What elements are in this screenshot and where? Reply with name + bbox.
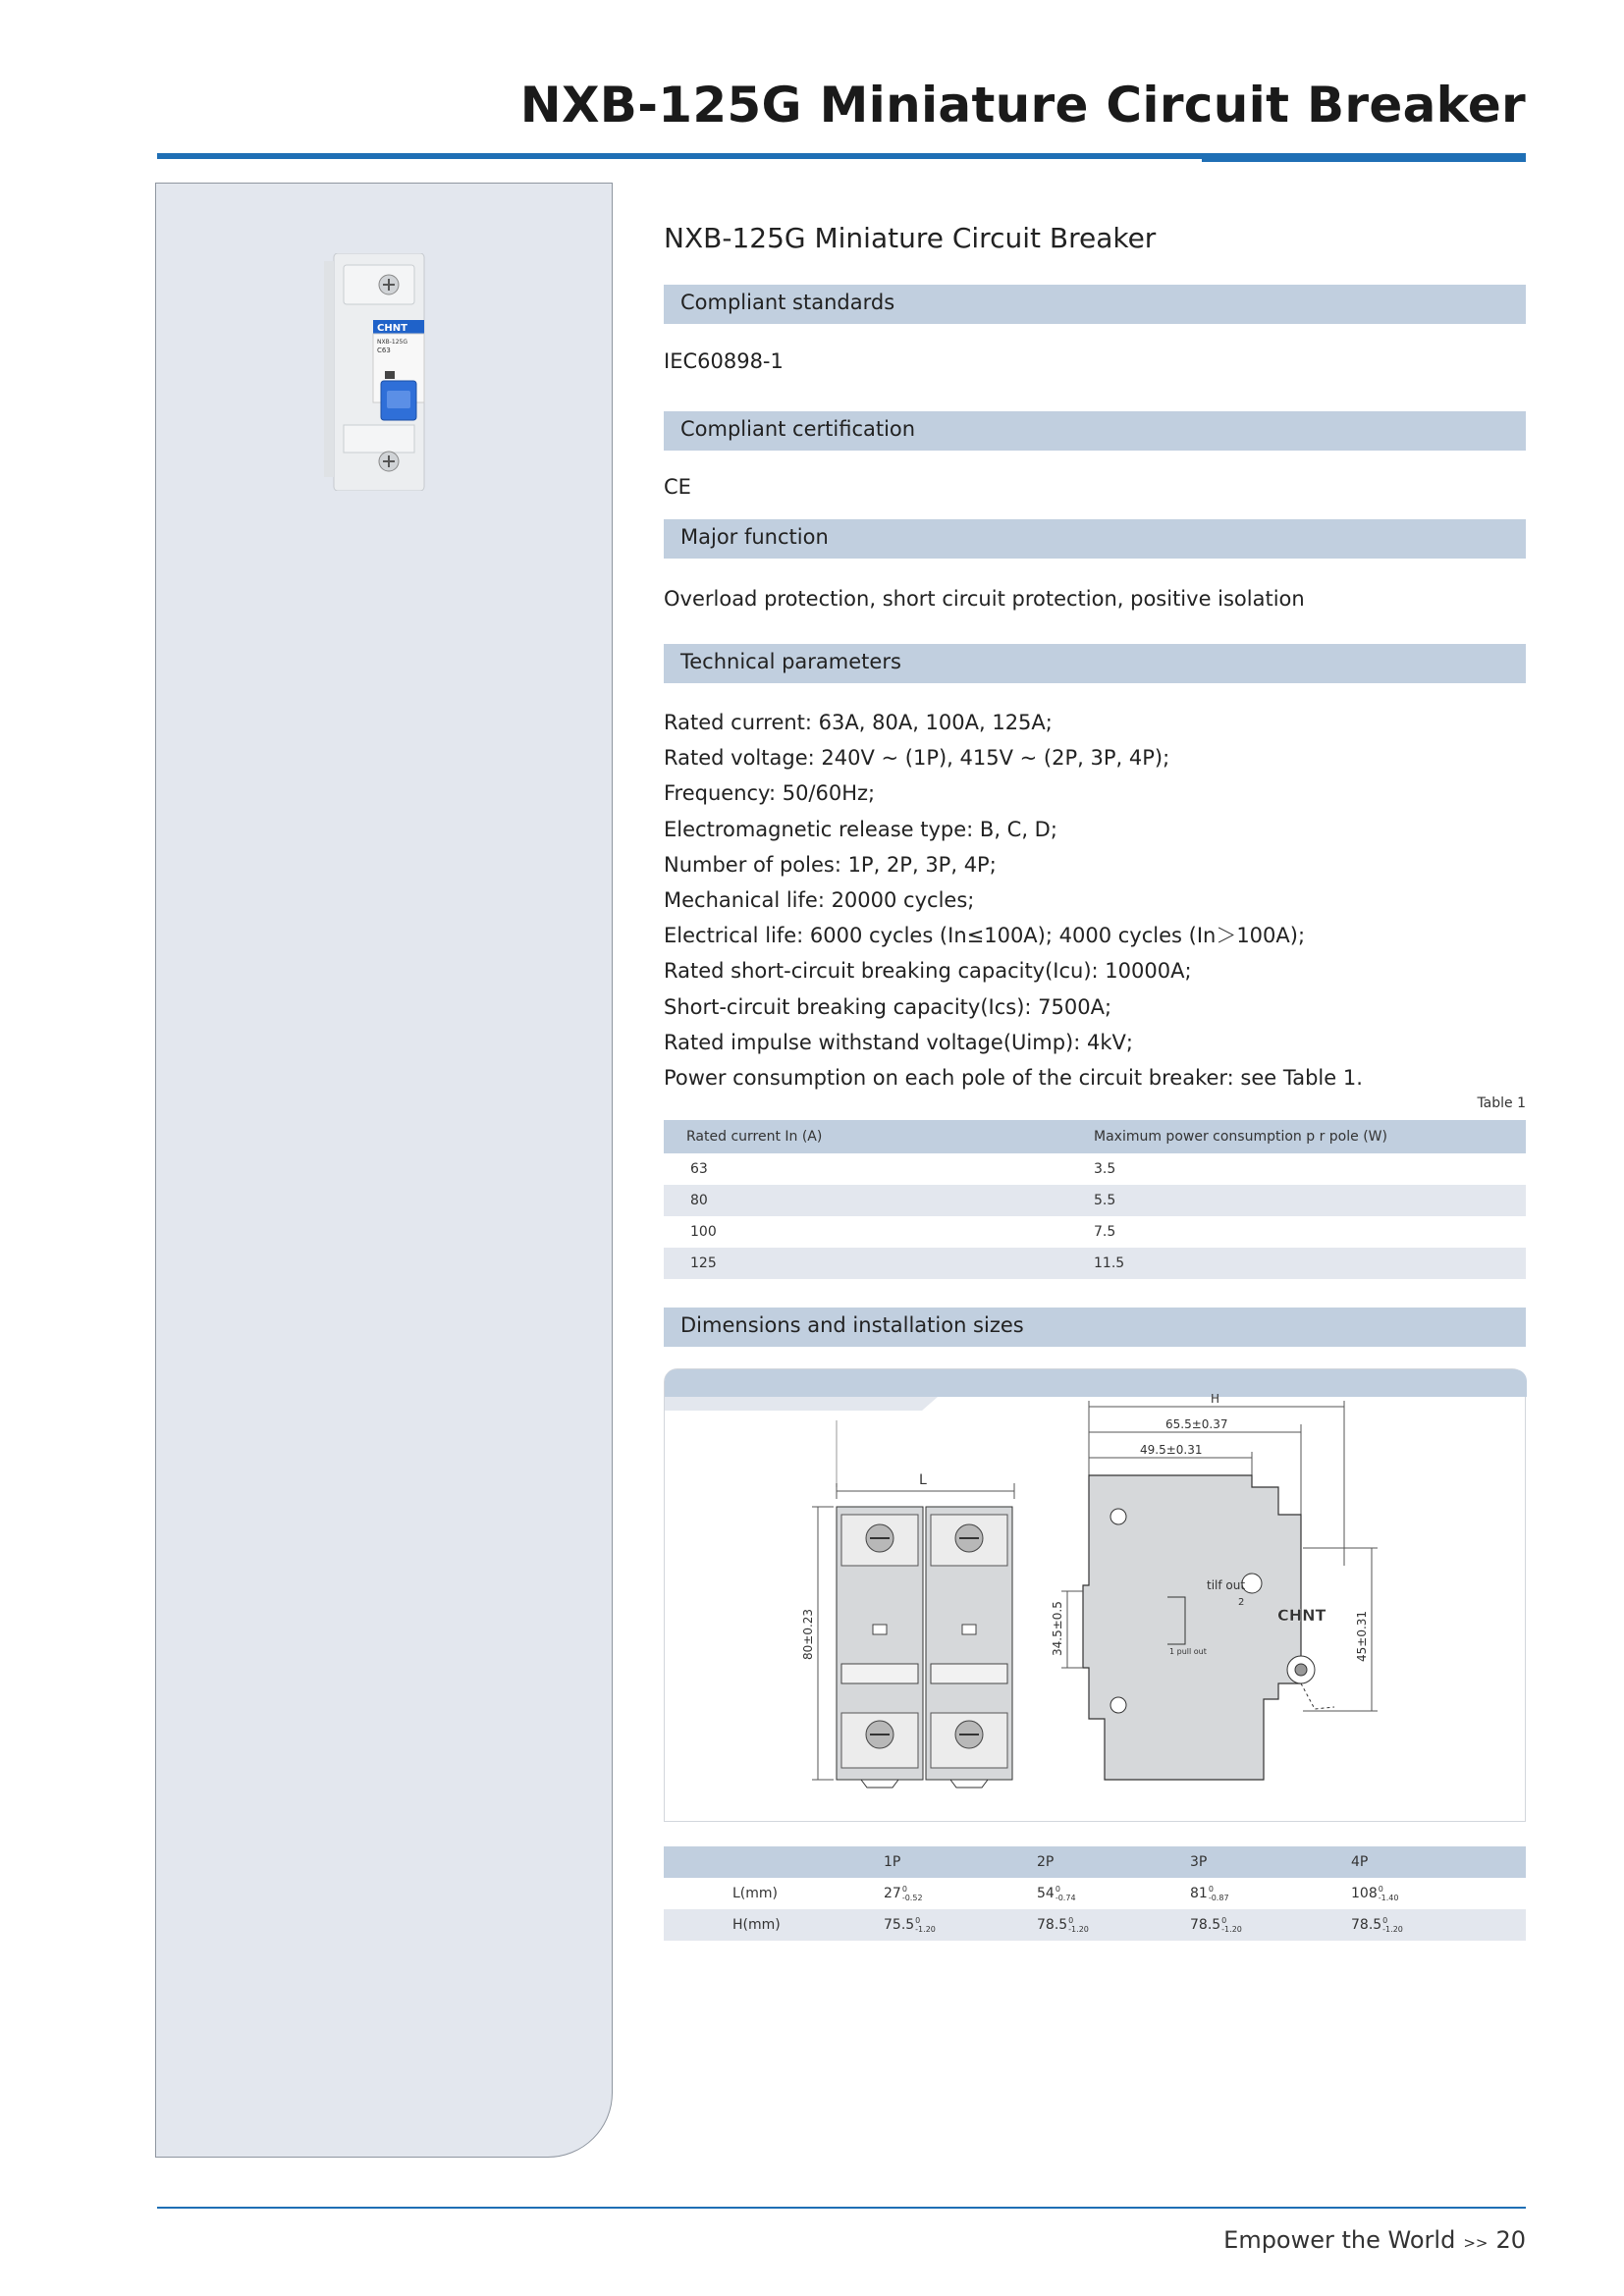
column-header: 4P [1351,1846,1526,1878]
param-item: Frequency: 50/60Hz; [664,781,876,806]
table-cell: 75.50 -1.20 [884,1909,1037,1941]
dim-34-label: 34.5±0.5 [1051,1601,1064,1656]
tilt-number-label: 2 [1238,1597,1245,1608]
footer-tagline: Empower the World [1223,2226,1456,2254]
dim-width-label: L [919,1472,927,1488]
table-cell: 11.5 [1094,1248,1526,1279]
column-header: 3P [1190,1846,1351,1878]
dimensions-title: Dimensions and installation sizes [680,1313,1024,1337]
table-row [664,1185,1526,1216]
table-cell: 810 -0.87 [1190,1885,1229,1902]
table-cell: 78.50 -1.20 [1190,1909,1351,1941]
row-label: H(mm) [664,1909,884,1941]
table-header-row [664,1120,1526,1153]
table-row [664,1216,1526,1248]
dimensions-bar [664,1308,1526,1347]
table-cell: 78.50 -1.20 [1351,1909,1526,1941]
standards-title: Compliant standards [680,291,895,314]
param-item: Rated current: 63A, 80A, 100A, 125A; [664,711,1053,734]
product-image [324,253,434,491]
footer-separator: >> [1463,2234,1489,2252]
dimension-diagram [665,1369,1527,1823]
dim-H-label: H [1211,1392,1220,1406]
param-item: Electromagnetic release type: B, C, D; [664,817,1057,841]
table-cell: 540 -0.74 [1037,1885,1076,1902]
certification-title: Compliant certification [680,417,916,441]
table-cell: 270 -0.52 [884,1885,923,1902]
pull-out-label: 1 pull out [1169,1647,1207,1656]
dimension-diagram-frame [664,1368,1526,1822]
footer [1223,2226,1526,2254]
certification-text: CE [664,475,691,499]
row-label: L(mm) [732,1886,778,1901]
header-rule [157,153,1526,159]
param-item: Rated voltage: 240V ~ (1P), 415V ~ (2P, 3P, 4P); [664,746,1170,771]
product-brand: CHNT [377,323,407,334]
param-item: Rated short-circuit breaking capacity(Icu): 10000A; [664,959,1192,984]
dimensions-table [664,1846,1526,1941]
product-heading: NXB-125G Miniature Circuit Breaker [664,222,1157,254]
standards-bar [664,285,1526,324]
table-row [664,1248,1526,1279]
function-title: Major function [680,525,829,549]
power-table [664,1120,1526,1279]
page-number: 20 [1495,2226,1526,2254]
table-cell: 5.5 [1094,1185,1526,1216]
table-cell: 80 [664,1185,1094,1216]
dim-49-label: 49.5±0.31 [1140,1443,1203,1457]
table-row [664,1878,1526,1909]
table-cell: 7.5 [1094,1224,1116,1240]
tilt-out-label: tilf out [1207,1578,1246,1592]
param-item: Electrical life: 6000 cycles (In≤100A); 4000 cycles (In＞100A); [664,924,1306,948]
param-item: Number of poles: 1P, 2P, 3P, 4P; [664,852,997,877]
technical-bar [664,644,1526,683]
table-cell: 3.5 [1094,1161,1116,1177]
param-item: Power consumption on each pole of the circuit breaker: see Table 1. [664,1066,1363,1091]
certification-bar [664,411,1526,451]
param-item: Mechanical life: 20000 cycles; [664,888,975,913]
dim-height-label: 80±0.23 [801,1608,815,1660]
footer-rule [157,2207,1526,2209]
table-row [664,1909,1526,1941]
technical-title: Technical parameters [680,650,901,673]
dim-45-label: 45±0.31 [1355,1610,1369,1662]
column-header: 1P [884,1846,1037,1878]
column-header [664,1846,884,1878]
param-item: Rated impulse withstand voltage(Uimp): 4kV; [664,1030,1133,1054]
dim-65-label: 65.5±0.37 [1165,1417,1228,1431]
column-header: Rated current In (A) [664,1120,1094,1153]
table-cell: 100 [690,1224,717,1240]
param-item: Short-circuit breaking capacity(Ics): 7500A; [664,994,1112,1019]
table-cell: 1080 -1.40 [1351,1885,1399,1902]
product-model: NXB-125G [377,339,407,346]
product-rating: C63 [377,347,391,354]
function-bar [664,519,1526,559]
page-title: NXB-125G Miniature Circuit Breaker [519,77,1526,133]
technical-parameters [664,705,1363,1095]
function-text: Overload protection, short circuit protection, positive isolation [664,587,1305,611]
table-cell: 78.50 -1.20 [1037,1909,1190,1941]
table-caption: Table 1 [1477,1095,1526,1111]
table-header-row [664,1846,1526,1878]
standards-text: IEC60898-1 [664,349,784,373]
column-header: 2P [1037,1846,1190,1878]
diagram-brand: CHNT [1277,1606,1326,1625]
column-header: Maximum power consumption p r pole (W) [1094,1120,1526,1153]
table-cell: 63 [690,1161,708,1177]
table-row [664,1153,1526,1185]
table-cell: 125 [664,1248,1094,1279]
